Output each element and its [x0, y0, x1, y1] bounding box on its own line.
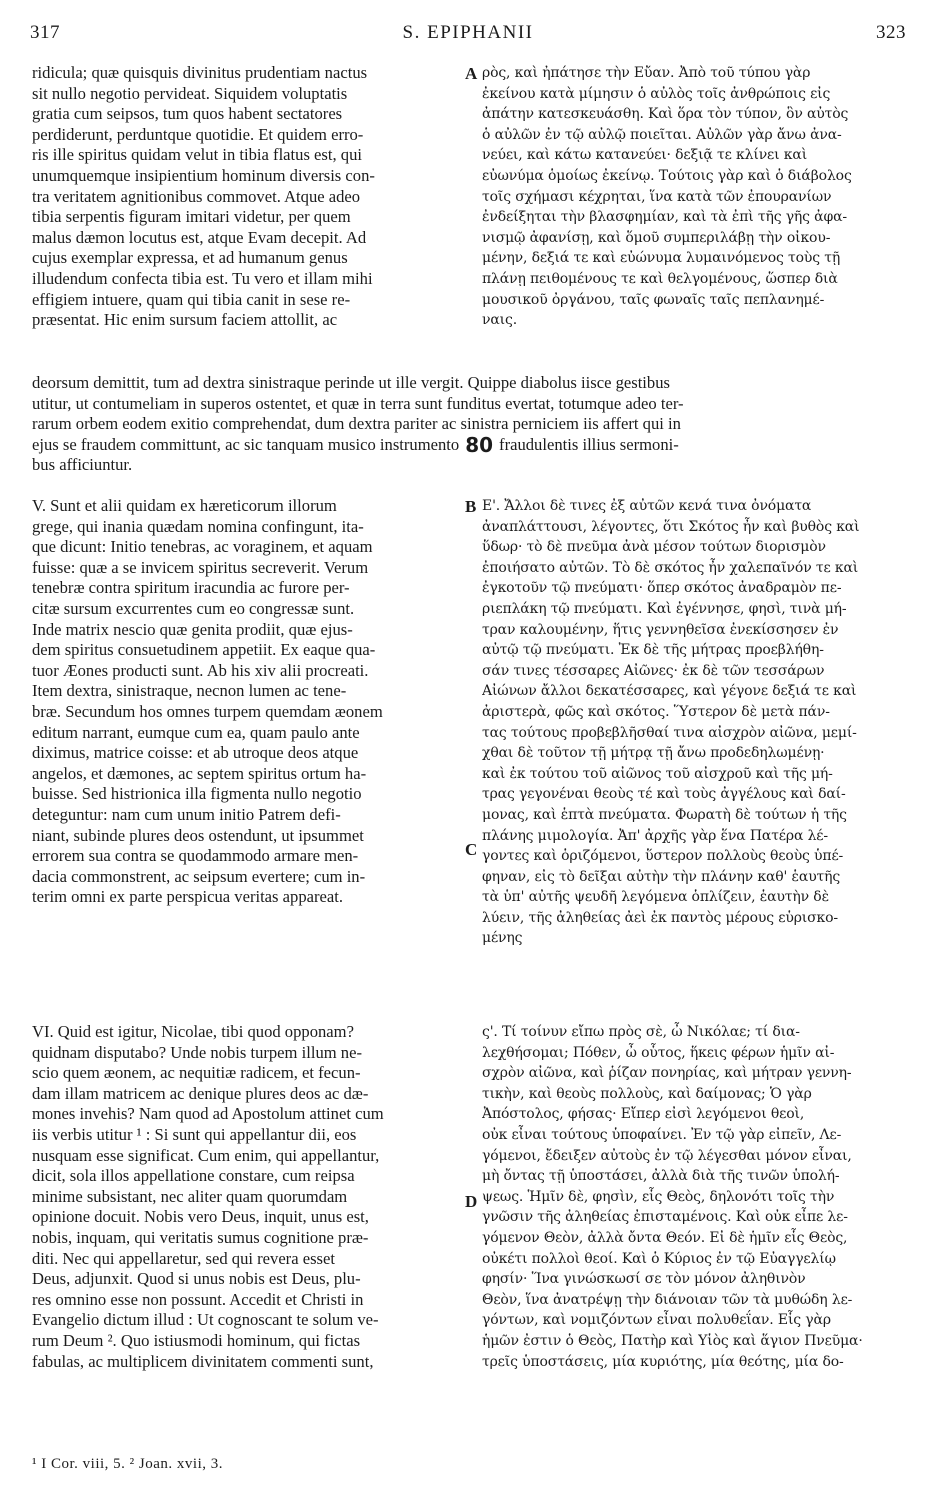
latin-line: nobis, inquam, qui veritatis sumus cognitione præ-	[32, 1227, 369, 1247]
greek-line: σάν τινες τέσσαρες Αἰῶνες· ἐκ δὲ τῶν τεσσάρων	[482, 662, 825, 679]
greek-line: ναις.	[482, 312, 517, 329]
latin-line: deteguntur: nam cum unum initio Patrem defi-	[32, 804, 341, 824]
greek-line: ριεπλάκη τῷ πνεύματι. Καὶ ἐγέννησε, φησὶ, τινὰ μή-	[482, 600, 847, 617]
greek-line: τικὴν, καὶ θεοὺς πολλοὺς, καὶ δαίμονας; Ὁ γὰρ	[482, 1085, 812, 1102]
latin-line: bræ. Secundum hos omnes turpem quemdam æonem	[32, 701, 383, 721]
greek-line: ἀριστερὰ, φῶς καὶ σκότος. Ὕστερον δὲ μετὰ πάν-	[482, 703, 830, 720]
latin-line: dicit, sola illos appellatione constare, cum reipsa	[32, 1166, 355, 1186]
greek-line: χθαι δὲ τοῦτον τῇ μήτρᾳ τῇ ἄνω προδεδηλωμένῃ·	[482, 745, 825, 762]
greek-line: τρας γεγονέναι θεοὺς τέ καὶ τοὺς ἀγγέλους καὶ δαί-	[482, 786, 846, 803]
greek-line: ρὸς, καὶ ἠπάτησε τὴν Εὔαν. Ἀπὸ τοῦ τύπου γὰρ	[482, 65, 811, 81]
latin-line: perdiderunt, perduntque quotidie. Et quidem erro-	[32, 124, 364, 144]
greek-column-block-1	[482, 63, 906, 331]
greek-line: Θεὸν, ἵνα ἀνατρέψῃ τὴν διάνοιαν τῶν τὰ μυθώδη λε-	[482, 1291, 853, 1308]
latin-line: cujus exemplar expressa, et ad humanum genus	[32, 248, 348, 268]
greek-column-block-2	[482, 496, 906, 949]
latin-line: Item dextra, sinistraque, necnon lumen ac tene-	[32, 681, 347, 701]
latin-line: editum narrant, eumque cum ea, quam paulo ante	[32, 722, 360, 742]
latin-line: terim omni ex parte perspicua veritas appareat.	[32, 887, 343, 907]
latin-line: dem spiritus consuetudinem appetiit. Ex eaque qua-	[32, 640, 376, 660]
latin-line: Inde matrix nescio quæ genita prodiit, quæ ejus-	[32, 619, 353, 639]
greek-line: πλάνῃ πειθομένους τε καὶ θελγομένους, ὥσπερ διὰ	[482, 270, 838, 287]
footnotes: ¹ I Cor. viii, 5. ² Joan. xvii, 3.	[32, 1456, 223, 1472]
latin-line: fuisse: quæ a se invicem spiritus secreverit. Verum	[32, 557, 369, 577]
greek-line: γνῶσιν τῆς ἀληθείας ἐπισταμένοις. Καὶ οὐκ εἶπε λε-	[482, 1209, 848, 1226]
latin-line: tuor Æones producti sunt. Ab his xiv alii procreati.	[32, 660, 369, 680]
greek-column-block-3	[482, 1022, 906, 1372]
greek-line: πλάνης μιμολογία. Ἀπ' ἀρχῆς γὰρ ἕνα Πατέρα λέ-	[482, 827, 828, 844]
latin-line: opinione docuit. Nobis vero Deus, inquit, unus est,	[32, 1207, 369, 1227]
latin-line: unumquemque insipientium hominum diversis con-	[32, 165, 375, 185]
margin-marker-b: B	[465, 497, 477, 516]
latin-line: diximus, matrice coisse: et ab utroque deos atque	[32, 743, 359, 763]
latin-line: effigiem intuere, quam qui tibia canit in sese re-	[32, 289, 351, 309]
running-title: S. EPIPHANII	[402, 22, 534, 43]
greek-line: μονας, καὶ ἑπτὰ πνεύματα. Φωρατὴ δὲ τούτων ἡ τῆς	[482, 806, 847, 823]
greek-line: λύειν, τῆς ἀληθείας ἀεὶ ἐκ παντὸς μέρους εὑρισκο-	[482, 909, 838, 926]
latin-line: niant, subinde plures deos ostendunt, ut ipsummet	[32, 825, 364, 845]
latin-column-block-2	[32, 496, 460, 908]
greek-line: ἀπάτην κατεσκευάσθη. Καὶ ὅρα τὸν τύπον, ὃν αὐτὸς	[482, 106, 849, 123]
latin-line: illudendum confecta tibia est. Tu vero et illam mihi	[32, 268, 373, 288]
greek-line: τας τούτους προβεβλῆσθαί τινα αἰσχρὸν αἰῶνα, μεμί-	[482, 724, 857, 741]
greek-line: ἐνδείξηται τὴν βλασφημίαν, καὶ τὰ ἐπὶ τῆς γῆς ἀφα-	[482, 209, 848, 226]
latin-line: V. Sunt et alii quidam ex hæreticorum illorum	[32, 496, 337, 515]
fullwidth-line: utitur, ut contumeliam in superos ostentet, et quæ in terra sunt funditus evertat, totumque adeo ter-	[32, 393, 684, 413]
latin-line: nusquam esse significat. Cum enim, qui appellantur,	[32, 1145, 380, 1165]
latin-line: Evangelio dictum illud : Ut cognoscant te solum ve-	[32, 1310, 379, 1330]
left-page-number: 317	[30, 22, 60, 43]
greek-line: εὐωνύμα ὁμοίως ἐκείνῳ. Τούτοις γὰρ καὶ ὁ διάβολος	[482, 167, 852, 184]
greek-line: ψεως. Ἡμῖν δὲ, φησὶν, εἷς Θεὸς, δηλονότι τοῖς τὴν	[482, 1188, 835, 1205]
greek-line: τοῖς σχήμασι κέχρηται, ἵνα κατὰ τῶν ἐπουρανίων	[482, 188, 832, 205]
greek-line: ἀναπλάττουσι, λέγοντες, ὅτι Σκότος ἦν καὶ βυθὸς καὶ	[482, 518, 860, 535]
right-page-number: 323	[876, 22, 906, 43]
latin-line: dam illam matricem ac denique plures deos ac dæ-	[32, 1083, 369, 1103]
latin-line: errorem sua contra se quodammodo armare men-	[32, 846, 359, 866]
latin-line: res omnino esse non possunt. Accedit et Christi in	[32, 1289, 364, 1309]
latin-line: ridicula; quæ quisquis divinitus prudentiam nactus	[32, 63, 368, 82]
section-number-80: 80	[465, 434, 494, 456]
latin-line: quidnam disputabo? Unde nobis turpem illum ne-	[32, 1042, 362, 1062]
fullwidth-line-part: fraudulentis illius sermoni-	[499, 434, 679, 454]
greek-line: μένης	[482, 930, 523, 947]
greek-line: καὶ ἐκ τούτου τοῦ αἰῶνος τοῦ αἰσχροῦ καὶ τῆς μή-	[482, 765, 833, 782]
latin-line: angelos, et dæmones, ac septem spiritus ortum ha-	[32, 763, 367, 783]
greek-line: οὐκέτι πολλοὶ θεοί. Καὶ ὁ Κύριος ἐν τῷ Εὐαγγελίῳ	[482, 1250, 836, 1267]
margin-marker-d: D	[465, 1192, 478, 1211]
latin-line: mones invehis? Nam quod ad Apostolum attinet cum	[32, 1104, 384, 1124]
latin-column-block-1	[32, 63, 460, 331]
greek-line: νισμῷ ἀφανίσῃ, καὶ ὅμοῦ συμπεριλάβῃ τὴν οἰκου-	[482, 229, 831, 246]
greek-line: τὰ ὑπ' αὐτῆς ψευδῆ λεγόμενα ὁπλίζειν, ἑαυτὴν δὲ	[482, 889, 829, 906]
latin-line: VI. Quid est igitur, Nicolae, tibi quod opponam?	[32, 1022, 354, 1041]
greek-line: λεχθήσομαι; Πόθεν, ὦ οὗτος, ἥκεις φέρων ἡμῖν αἰ-	[482, 1044, 835, 1061]
greek-line: οὐκ εἶναι τούτους ὑποφαίνει. Ἐν τῷ γὰρ εἰπεῖν, Λε-	[482, 1126, 842, 1143]
greek-line: ς'. Τί τοίνυν εἴπω πρὸς σὲ, ὦ Νικόλαε; τί δια-	[482, 1024, 800, 1040]
latin-line: minime subsistant, nec aliter quam quorumdam	[32, 1186, 348, 1206]
greek-line: Αἰώνων ἄλλοι δεκατέσσαρες, καὶ γέγονε δεξιά τε καὶ	[482, 683, 857, 700]
greek-line: φησίν· Ἵνα γινώσκωσί σε τὸν μόνον ἀληθινὸν	[482, 1271, 806, 1288]
latin-line: tenebræ contra spiritum iracundia ac furore per-	[32, 578, 350, 598]
margin-marker-a: A	[465, 64, 478, 83]
latin-line: dacia commonstrent, ac seipsum evertere; cum in-	[32, 866, 366, 886]
greek-line: ἐποιήσατο αὐτῶν. Τὸ δὲ σκότος ἦν χαλεπαῖνόν τε καὶ	[482, 559, 859, 576]
running-header	[30, 0, 906, 62]
fullwidth-line: bus afficiuntur.	[32, 455, 133, 475]
greek-line: νεύει, καὶ κάτω κατανεύει· δεξιᾷ τε κλίνει καὶ	[482, 147, 808, 164]
latin-line: Deus, adjunxit. Quod si unus nobis est Deus, plu-	[32, 1269, 361, 1289]
greek-line: σχρὸν αἰῶνα, καὶ ῥίζαν πονηρίας, καὶ μήτραν γεννη-	[482, 1065, 852, 1082]
greek-line: ὕδωρ· τὸ δὲ πνεῦμα ἀνὰ μέσον τούτων διορισμὸν	[482, 539, 826, 556]
fullwidth-line: rarum orbem eodem exitio comprehendat, dum dextra pariter ac sinistra perniciem iis affert qui in	[32, 414, 681, 434]
greek-line: γόντων, καὶ νομιζόντων εἶναι πολυθεΐαν. Εἷς γὰρ	[482, 1312, 831, 1329]
greek-line: ἐγκοτοῦν τῷ πνεύματι· ὅπερ σκότος ἀναδραμὸν πε-	[482, 580, 842, 597]
greek-line: φηναν, εἰς τὸ δεῖξαι αὐτὴν τὴν πλάνην καθ' ἑαυτῆς	[482, 868, 841, 885]
latin-line: sit nullo negotio pervideat. Siquidem voluptatis	[32, 83, 348, 103]
latin-line: fabulas, ac multiplicem divinitatem commenti sunt,	[32, 1351, 374, 1371]
latin-line: tra veritatem agnitionibus commovet. Atque adeo	[32, 186, 361, 206]
greek-line: Ἀπόστολος, φήσας· Εἴπερ εἰσὶ λεγόμενοι θεοὶ,	[482, 1106, 805, 1123]
greek-line: αὐτῷ τῷ πνεύματι. Ἐκ δὲ τῆς μήτρας προεβλήθη-	[482, 642, 824, 659]
fullwidth-line: deorsum demittit, tum ad dextra sinistraque perinde ut ille vergit. Quippe diabolus iisce gestibus	[32, 373, 670, 392]
greek-line: ὁ αὐλῶν ἐν τῷ αὐλῷ ποιεῖται. Αὐλῶν γὰρ ἄνω ἀνα-	[482, 126, 842, 143]
latin-line: malus dæmon locutus est, atque Evam decepit. Ad	[32, 227, 367, 247]
latin-line: diti. Nec qui appellaretur, sed qui revera esset	[32, 1248, 335, 1268]
latin-line: iis verbis utitur ¹ : Si sunt qui appellantur dii, eos	[32, 1124, 357, 1144]
latin-line: tibia serpentis figuram imitari videtur, per quem	[32, 207, 351, 227]
latin-line: præsentat. Hic enim sursum faciem attollit, ac	[32, 310, 338, 330]
latin-line: grege, qui inania quædam nomina confingunt, ita-	[32, 516, 364, 536]
greek-line: γοντες καὶ ὁριζόμενοι, ὕστερον πολλοὺς θεοὺς ὑπέ-	[482, 848, 844, 865]
margin-marker-c: C	[465, 840, 478, 859]
latin-fullwidth-paragraph	[32, 373, 906, 476]
latin-line: scio quem æonem, ac nequitiæ radicem, et fecun-	[32, 1063, 361, 1083]
greek-line: μουσικοῦ ὀργάνου, ταῖς φωναῖς ταῖς πεπλανημέ-	[482, 291, 825, 308]
latin-line: ris ille spiritus quidam velut in tibia flatus est, qui	[32, 145, 362, 165]
latin-column-block-3	[32, 1022, 460, 1372]
greek-line: ἡμῶν ἐστιν ὁ Θεὸς, Πατὴρ καὶ Υἱὸς καὶ ἅγιον Πνεῦμα·	[482, 1332, 863, 1349]
greek-line: μὴ ὄντας τῇ ὑποστάσει, ἀλλὰ διὰ τῆς τινῶν ὑπολή-	[482, 1168, 840, 1185]
greek-line: τρεῖς ὑποστάσεις, μία κυριότης, μία θεότης, μία δο-	[482, 1353, 844, 1370]
greek-line: Ε'. Ἄλλοι δὲ τινες ἐξ αὐτῶν κενά τινα ὀνόματα	[482, 498, 812, 514]
latin-line: gratia cum seipsos, tum quos habent sectatores	[32, 104, 343, 124]
greek-line: μένην, δεξιά τε καὶ εὐώνυμα λυμαινόμενος τοὺς τῇ	[482, 250, 841, 267]
fullwidth-line-with-number	[32, 435, 906, 456]
greek-line: γόμενοι, ἔδειξεν αὐτοὺς ἐν τῷ λέγεσθαι μόνον εἶναι,	[482, 1147, 852, 1164]
greek-line: τραν καλουμένην, ἥτις γεννηθεῖσα ἐνεκίσσησεν ἐν	[482, 621, 839, 638]
fullwidth-line-part: ejus se fraudem committunt, ac sic tanquam musico instrumento	[32, 434, 460, 454]
greek-line: γόμενον Θεὸν, ἀλλὰ ὄντα Θεόν. Εἰ δὲ ἡμῖν εἷς Θεὸς,	[482, 1229, 848, 1246]
latin-line: citæ sursum excurrentes cum eo congressæ sunt.	[32, 598, 355, 618]
latin-line: rum Deum ². Quo istiusmodi hominum, qui fictas	[32, 1330, 361, 1350]
greek-line: ἐκείνου κατὰ μίμησιν ὁ αὐλὸς τοῖς ἀνθρώποις εἰς	[482, 85, 831, 102]
latin-line: que dicunt: Initio tenebras, ac voraginem, et aquam	[32, 537, 373, 557]
latin-line: buisse. Sed histrionica illa figmenta nullo negotio	[32, 784, 362, 804]
